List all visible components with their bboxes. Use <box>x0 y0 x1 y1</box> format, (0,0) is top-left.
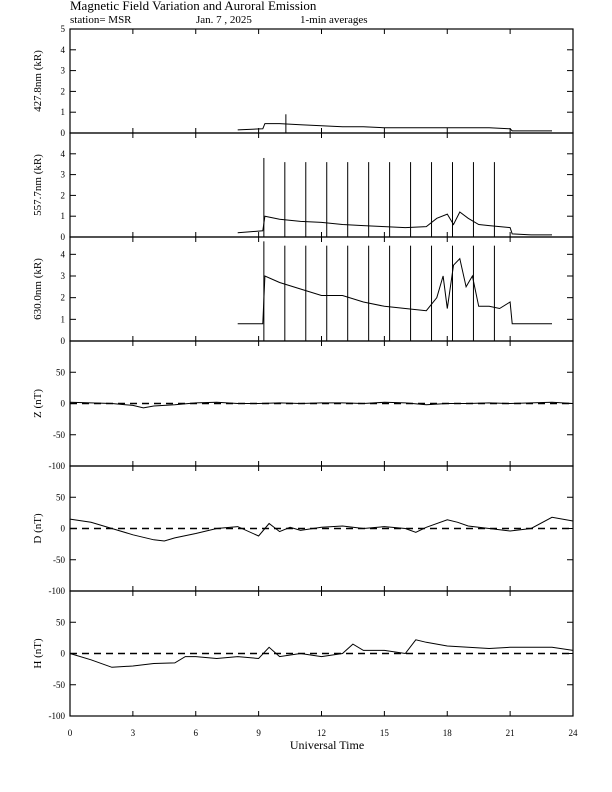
x-tick-label: 21 <box>505 728 515 738</box>
chart-title: Magnetic Field Variation and Auroral Emission <box>70 0 317 13</box>
x-tick-label: 3 <box>130 728 136 738</box>
y-tick-label: 0 <box>60 128 65 138</box>
y-tick-label: 3 <box>60 169 65 180</box>
y-tick-label: 5 <box>60 24 65 34</box>
y-tick-label: 1 <box>60 107 65 118</box>
y-tick-label: 1 <box>60 211 65 222</box>
y-tick-label: 0 <box>60 648 65 659</box>
panel-3 <box>32 341 573 471</box>
y-tick-label: 0 <box>60 336 65 346</box>
x-tick-label: 12 <box>317 728 326 738</box>
y-tick-label: 2 <box>60 190 65 201</box>
y-axis-label: 427.8nm (kR) <box>32 50 44 112</box>
y-axis-label: D (nT) <box>32 513 44 544</box>
panel-5 <box>32 591 573 721</box>
panel-1 <box>32 133 573 242</box>
y-tick-label: 2 <box>60 86 65 97</box>
y-tick-label: 4 <box>60 44 65 55</box>
panel-frame <box>70 237 573 341</box>
x-axis-label: Universal Time <box>289 738 365 752</box>
y-tick-label: 2 <box>60 292 65 303</box>
averaging-label: 1-min averages <box>300 14 368 26</box>
series-line-0 <box>238 124 552 131</box>
x-axis <box>68 728 578 738</box>
x-tick-label: 24 <box>568 728 578 738</box>
y-tick-label: 0 <box>60 232 65 242</box>
y-tick-label: 50 <box>56 617 65 628</box>
y-tick-label: -100 <box>48 711 65 721</box>
station-label: station= MSR <box>70 14 132 26</box>
y-tick-label: 50 <box>56 492 65 503</box>
y-tick-label: 3 <box>60 271 65 281</box>
panels <box>32 24 573 721</box>
y-tick-label: 3 <box>60 65 65 76</box>
y-tick-label: -100 <box>48 586 65 596</box>
y-tick-label: -50 <box>53 554 65 565</box>
y-axis-label: 557.7nm (kR) <box>32 154 44 216</box>
y-tick-label: 0 <box>60 398 65 409</box>
y-axis-label: 630.0nm (kR) <box>32 258 44 320</box>
y-tick-label: -50 <box>53 679 65 690</box>
panel-2 <box>32 237 573 346</box>
x-tick-label: 18 <box>442 728 452 738</box>
y-tick-label: 4 <box>60 249 65 260</box>
x-tick-label: 15 <box>379 728 389 738</box>
panel-frame <box>70 29 573 133</box>
panel-4 <box>32 466 573 596</box>
y-axis-label: Z (nT) <box>32 388 44 419</box>
y-tick-label: -50 <box>53 429 65 440</box>
y-tick-label: 0 <box>60 523 65 534</box>
x-tick-label: 0 <box>67 728 73 738</box>
y-tick-label: 50 <box>56 367 65 378</box>
y-axis-label: H (nT) <box>32 638 44 669</box>
y-tick-label: -100 <box>48 461 65 471</box>
y-tick-label: 4 <box>60 148 65 159</box>
date-label: Jan. 7 , 2025 <box>196 14 252 26</box>
x-tick-label: 9 <box>256 728 261 738</box>
y-tick-label: 1 <box>60 314 65 325</box>
x-tick-label: 6 <box>193 728 198 738</box>
panel-0 <box>32 24 573 138</box>
panel-frame <box>70 133 573 237</box>
